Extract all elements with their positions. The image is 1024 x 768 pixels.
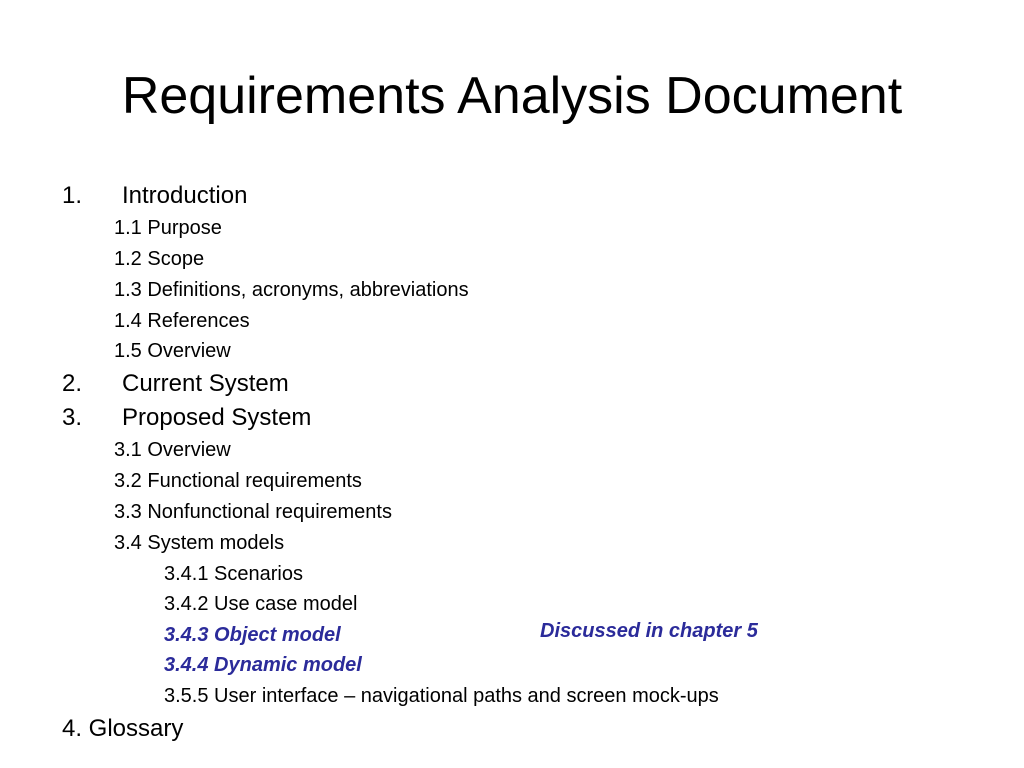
outline-text-3: Proposed System <box>122 404 312 431</box>
outline-item-3-4: 3.4 System models <box>114 532 285 554</box>
outline-item-3-4-1: 3.4.1 Scenarios <box>164 563 303 585</box>
outline-item-1 <box>62 182 247 210</box>
outline-item-3-5-5: 3.5.5 User interface – navigational paths and screen mock-ups <box>164 685 719 707</box>
outline-item-3-2: 3.2 Functional requirements <box>114 470 362 492</box>
chapter-note: Discussed in chapter 5 <box>540 620 758 642</box>
outline-item-3-4-2: 3.4.2 Use case model <box>164 593 358 615</box>
outline-item-2 <box>62 370 289 398</box>
outline-item-3-4-3-highlighted: 3.4.3 Object model <box>164 624 341 646</box>
outline-item-1-4: 1.4 References <box>114 310 250 332</box>
outline-item-1-2: 1.2 Scope <box>114 248 205 270</box>
outline-item-3 <box>62 404 311 432</box>
outline-item-4: 4. Glossary <box>62 715 184 742</box>
outline-item-3-4-4-highlighted: 3.4.4 Dynamic model <box>164 654 362 676</box>
outline-item-3-1: 3.1 Overview <box>114 439 231 461</box>
outline-number-3: 3. <box>62 404 83 431</box>
outline-item-1-1: 1.1 Purpose <box>114 217 222 239</box>
outline-text-1: Introduction <box>122 182 248 209</box>
outline-text-2: Current System <box>122 370 289 397</box>
slide-title: Requirements Analysis Document <box>121 67 903 125</box>
outline-item-1-3: 1.3 Definitions, acronyms, abbreviations <box>114 279 469 301</box>
outline-item-1-5: 1.5 Overview <box>114 340 231 362</box>
outline-item-3-3: 3.3 Nonfunctional requirements <box>114 501 392 523</box>
outline-number-2: 2. <box>62 370 83 397</box>
outline-number-1: 1. <box>62 182 83 209</box>
